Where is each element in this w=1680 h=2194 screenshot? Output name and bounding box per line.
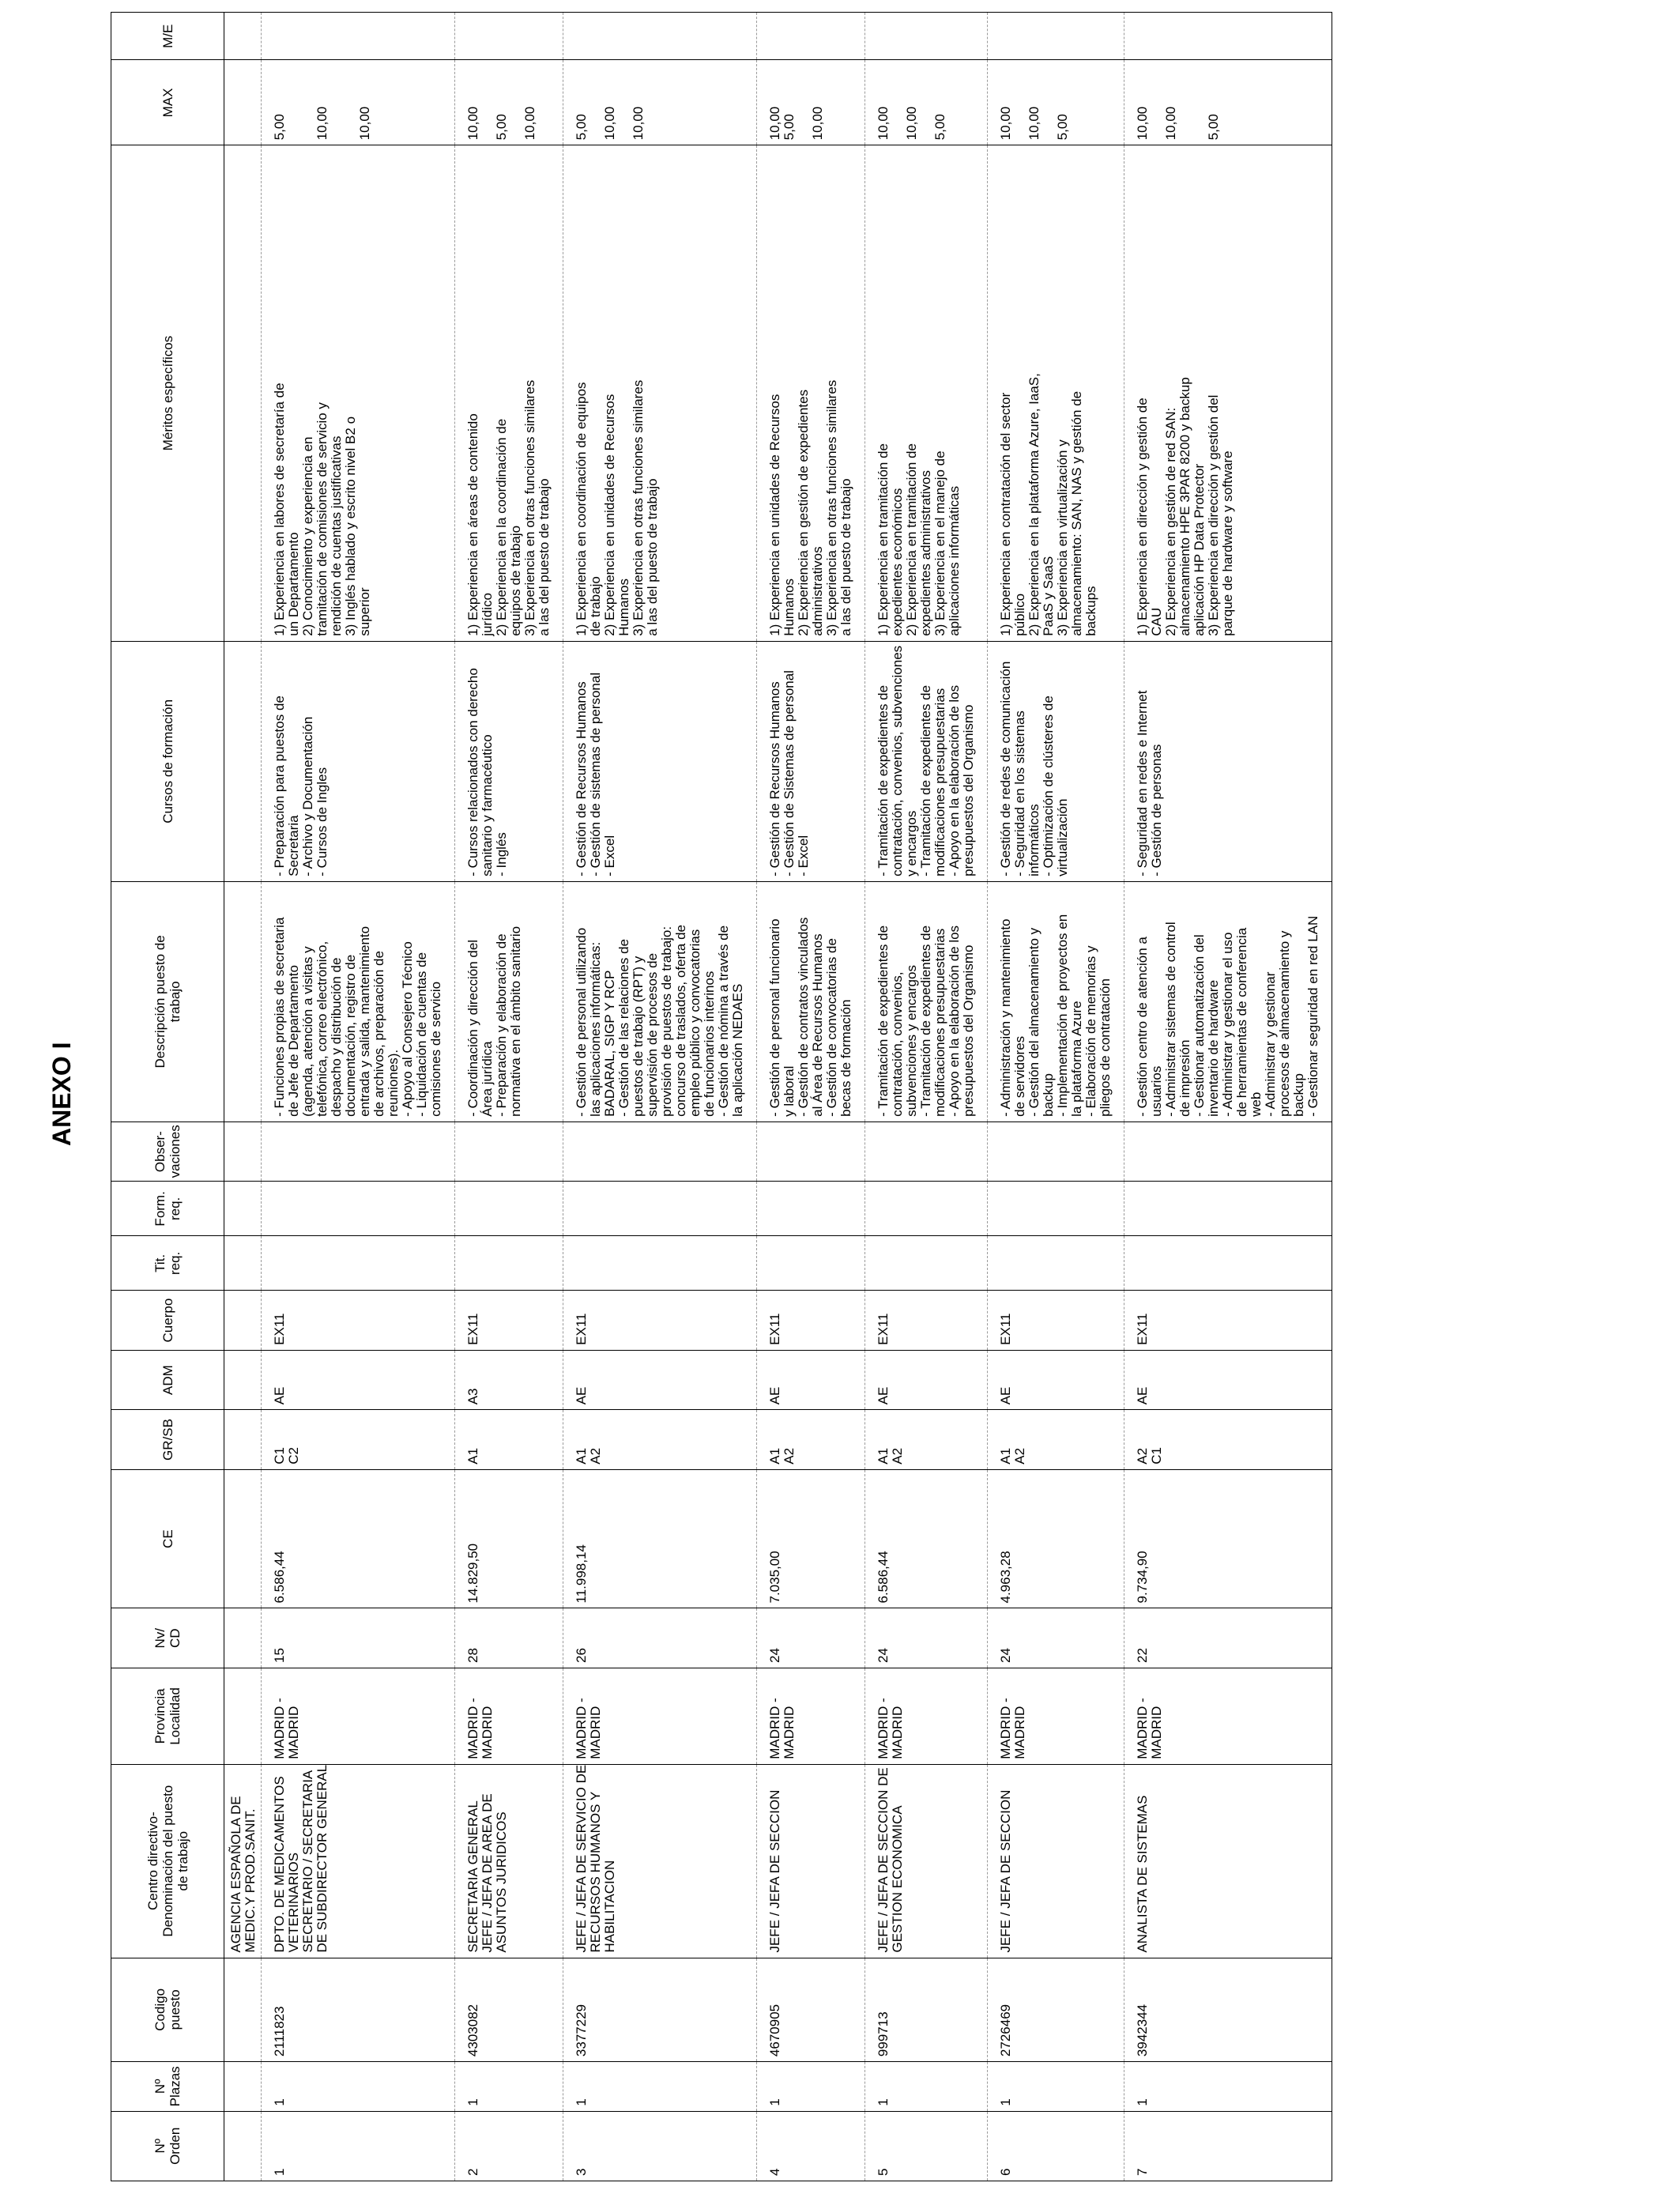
header-codigo: Codigo puesto: [111, 1958, 224, 2062]
cell-codigo: 999713: [865, 1958, 988, 2062]
cell-cuerpo: EX11: [563, 1291, 757, 1350]
table-row: [757, 13, 865, 2181]
cell-descripcion: - Gestión centro de atención a usuarios - Administrar sistemas de control de impresión - Gestionar automatización del inventario de hardware - Administrar y gestionar el uso de herramientas de conferencia web - Administrar y gestionar procesos de almacenamiento y backup - Gestionar seguridad en red LAN: [1124, 881, 1332, 1122]
cell-tit: [262, 1236, 455, 1291]
cell-centro: [988, 1764, 1124, 1958]
cell-orden: 4: [757, 2111, 865, 2181]
puesto-name: JEFE / JEFA DE SERVICIO DE RECURSOS HUMANOS Y HABILITACION: [574, 1764, 617, 1953]
cell-nivel: 28: [455, 1608, 563, 1668]
cell-nivel: 22: [1124, 1608, 1332, 1668]
cell-cuerpo: EX11: [455, 1291, 563, 1350]
header-plazas: Nº Plazas: [111, 2062, 224, 2112]
cell-cuerpo: EX11: [988, 1291, 1124, 1350]
cell-cursos: - Cursos relacionados con derecho sanitario y farmacéutico - Inglés: [455, 641, 563, 881]
header-meritos: Méritos específicos: [111, 145, 224, 642]
cell-orden: 1: [262, 2111, 455, 2181]
cell-tit: [757, 1236, 865, 1291]
cell-provincia: MADRID - MADRID: [262, 1668, 455, 1764]
cell-codigo: 4670905: [757, 1958, 865, 2062]
cell-me: [988, 13, 1124, 60]
cell-descripcion: - Tramitación de expedientes de contratación, convenios, subvenciones y encargos - Tramitación de expedientes de modificaciones presupuestarias - Apoyo en la elaboración de los presupuestos del Organismo: [865, 881, 988, 1122]
cell-provincia: MADRID - MADRID: [563, 1668, 757, 1764]
cell-me: [563, 13, 757, 60]
cell-centro: [563, 1764, 757, 1958]
header-centro: Centro directivo- Denominación del puesto de trabajo: [111, 1764, 224, 1958]
puesto-name: JEFE / JEFA DE SECCION: [998, 1789, 1013, 1953]
cell-form: [455, 1182, 563, 1236]
cell-ce: 14.829,50: [455, 1469, 563, 1608]
header-cuerpo: Cuerpo: [111, 1291, 224, 1350]
cell-cursos: - Preparación para puestos de Secretaria - Archivo y Documentación - Cursos de Ingles: [262, 641, 455, 881]
cell-me: [262, 13, 455, 60]
cell-cuerpo: EX11: [757, 1291, 865, 1350]
cell-form: [757, 1182, 865, 1236]
cell-centro: [1124, 1764, 1332, 1958]
cell-centro: [865, 1764, 988, 1958]
cell-meritos: 1) Experiencia en coordinación de equipos de trabajo 2) Experiencia en unidades de Recursos Humanos 3) Experiencia en otras funciones similares a las del puesto de trabajo: [563, 145, 757, 642]
cell-tit: [563, 1236, 757, 1291]
cell-centro: [757, 1764, 865, 1958]
cell-descripcion: - Gestión de personal funcionario y laboral - Gestión de contratos vinculados al Área de Recursos Humanos - Gestión de convocatorias de becas de formación: [757, 881, 865, 1122]
cell-cuerpo: EX11: [865, 1291, 988, 1350]
cell-tit: [1124, 1236, 1332, 1291]
cell-obs: [563, 1122, 757, 1181]
table-row: [988, 13, 1124, 2181]
cell-plazas: 1: [865, 2062, 988, 2112]
cell-ce: 7.035,00: [757, 1469, 865, 1608]
cell-orden: 5: [865, 2111, 988, 2181]
cell-orden: 3: [563, 2111, 757, 2181]
header-orden: Nº Orden: [111, 2111, 224, 2181]
cell-meritos: 1) Experiencia en áreas de contenido jurídico 2) Experiencia en la coordinación de equipos de trabajo 3) Experiencia en otras funciones similares a las del puesto de trabajo: [455, 145, 563, 642]
header-row: [111, 13, 224, 2181]
header-nivel: Nv/ CD: [111, 1608, 224, 1668]
table-row: [1124, 13, 1332, 2181]
cell-ce: 6.586,44: [262, 1469, 455, 1608]
cell-grsb: A2 C1: [1124, 1410, 1332, 1469]
cell-cursos: - Gestión de Recursos Humanos - Gestión de Sistemas de personal - Excel: [757, 641, 865, 881]
page-title: ANEXO I: [47, 1042, 76, 1146]
cell-provincia: MADRID - MADRID: [757, 1668, 865, 1764]
cell-nivel: 26: [563, 1608, 757, 1668]
puesto-name: JEFE / JEFA DE SECCION: [767, 1789, 782, 1953]
cell-codigo: 2111823: [262, 1958, 455, 2062]
cell-provincia: MADRID - MADRID: [865, 1668, 988, 1764]
org-row: [224, 13, 262, 2181]
cell-form: [988, 1182, 1124, 1236]
cell-descripcion: - Administración y mantenimiento de servidores - Gestión del almacenamiento y backup - Implementación de proyectos en la plataforma Azure - Elaboración de memorias y pliegos de contratación: [988, 881, 1124, 1122]
cell-obs: [262, 1122, 455, 1181]
cell-provincia: MADRID - MADRID: [455, 1668, 563, 1764]
table-row: [563, 13, 757, 2181]
positions-table: [111, 12, 1332, 2181]
cell-me: [757, 13, 865, 60]
header-me: M/E: [111, 13, 224, 60]
cell-plazas: 1: [988, 2062, 1124, 2112]
cell-plazas: 1: [563, 2062, 757, 2112]
cell-meritos: 1) Experiencia en contratación del sector público 2) Experiencia en la plataforma Azure, IaaS, PaaS y SaaS 3) Experiencia en virtualización y almacenamiento: SAN, NAS y gestión de backups: [988, 145, 1124, 642]
cell-nivel: 24: [865, 1608, 988, 1668]
cell-adm: AE: [1124, 1350, 1332, 1409]
cell-cursos: - Gestión de Recursos Humanos - Gestión de sistemas de personal - Excel: [563, 641, 757, 881]
cell-adm: AE: [563, 1350, 757, 1409]
cell-max: 5,00 10,00 10,00: [262, 60, 455, 145]
table-row: [455, 13, 563, 2181]
cell-obs: [455, 1122, 563, 1181]
cell-form: [865, 1182, 988, 1236]
cell-cursos: - Gestión de redes de comunicación - Seguridad en los sistemas informáticos - Optimización de clústeres de virtualización: [988, 641, 1124, 881]
cell-codigo: 3942344: [1124, 1958, 1332, 2062]
org-top-name: AGENCIA ESPAÑOLA DE MEDIC.Y PROD.SANIT.: [224, 1764, 262, 1958]
cell-provincia: MADRID - MADRID: [1124, 1668, 1332, 1764]
cell-adm: AE: [988, 1350, 1124, 1409]
cell-cuerpo: EX11: [262, 1291, 455, 1350]
cell-tit: [988, 1236, 1124, 1291]
cell-me: [865, 13, 988, 60]
cell-max: 10,00 10,00 5,00: [1124, 60, 1332, 145]
header-tit: Tit. req.: [111, 1236, 224, 1291]
cell-nivel: 15: [262, 1608, 455, 1668]
header-provincia: Provincia Localidad: [111, 1668, 224, 1764]
cell-max: 10,00 10,00 5,00: [865, 60, 988, 145]
cell-orden: 7: [1124, 2111, 1332, 2181]
cell-grsb: C1 C2: [262, 1410, 455, 1469]
cell-nivel: 24: [757, 1608, 865, 1668]
cell-grsb: A1 A2: [865, 1410, 988, 1469]
cell-ce: 6.586,44: [865, 1469, 988, 1608]
cell-meritos: 1) Experiencia en tramitación de expedientes económicos 2) Experiencia en tramitación de expedientes administrativos 3) Experiencia en el manejo de aplicaciones informáticas: [865, 145, 988, 642]
cell-adm: AE: [757, 1350, 865, 1409]
cell-obs: [1124, 1122, 1332, 1181]
table-row: [262, 13, 455, 2181]
puesto-name: JEFE / JEFA DE AREA DE ASUNTOS JURIDICOS: [480, 1793, 509, 1953]
cell-obs: [757, 1122, 865, 1181]
cell-ce: 9.734,90: [1124, 1469, 1332, 1608]
header-grsb: GR/SB: [111, 1410, 224, 1469]
cell-obs: [988, 1122, 1124, 1181]
cell-plazas: 1: [262, 2062, 455, 2112]
header-cursos: Cursos de formación: [111, 641, 224, 881]
header-max: MAX: [111, 60, 224, 145]
cell-centro: [455, 1764, 563, 1958]
cell-codigo: 4303082: [455, 1958, 563, 2062]
header-adm: ADM: [111, 1350, 224, 1409]
anexo-table-page: [111, 12, 1529, 2181]
table-row: [865, 13, 988, 2181]
cell-plazas: 1: [1124, 2062, 1332, 2112]
puesto-name: SECRETARIO / SECRETARIA DE SUBDIRECTOR GENERAL: [300, 1764, 330, 1953]
cell-orden: 2: [455, 2111, 563, 2181]
cell-provincia: MADRID - MADRID: [988, 1668, 1124, 1764]
cell-adm: A3: [455, 1350, 563, 1409]
cell-me: [455, 13, 563, 60]
cell-plazas: 1: [757, 2062, 865, 2112]
cell-ce: 4.963,28: [988, 1469, 1124, 1608]
cell-me: [1124, 13, 1332, 60]
section-name: DPTO. DE MEDICAMENTOS VETERINARIOS: [272, 1776, 301, 1953]
cell-ce: 11.998,14: [563, 1469, 757, 1608]
cell-codigo: 2726469: [988, 1958, 1124, 2062]
cell-form: [262, 1182, 455, 1236]
cell-plazas: 1: [455, 2062, 563, 2112]
cell-max: 5,00 10,00 10,00: [563, 60, 757, 145]
header-form: Form. req.: [111, 1182, 224, 1236]
cell-meritos: 1) Experiencia en dirección y gestión de CAU 2) Experiencia en gestión de red SAN: almacenamiento HPE 3PAR 8200 y backup aplicación HP Data Protector 3) Experiencia en dirección y gestión del parque de hardware y software: [1124, 145, 1332, 642]
cell-orden: 6: [988, 2111, 1124, 2181]
cell-tit: [865, 1236, 988, 1291]
cell-nivel: 24: [988, 1608, 1124, 1668]
puesto-name: ANALISTA DE SISTEMAS: [1135, 1795, 1150, 1953]
header-obs: Obser- vaciones: [111, 1122, 224, 1181]
cell-codigo: 3377229: [563, 1958, 757, 2062]
cell-adm: AE: [865, 1350, 988, 1409]
cell-form: [563, 1182, 757, 1236]
cell-max: 10,00 5,00 10,00: [455, 60, 563, 145]
cell-meritos: 1) Experiencia en unidades de Recursos Humanos 2) Experiencia en gestión de expedientes administrativos 3) Experiencia en otras funciones similares a las del puesto de trabajo: [757, 145, 865, 642]
cell-cursos: - Tramitación de expedientes de contratación, convenios, subvenciones y encargos - Tramitación de expedientes de modificaciones presupuestarias - Apoyo en la elaboración de los presupuestos del Organismo: [865, 641, 988, 881]
cell-descripcion: - Funciones propias de secretaria de Jefe de Departamento (agenda, atención a visitas y telefónica, correo electrónico, despacho y distribución de documentación, registro de entrada y salida, mantenimiento de archivos, preparación de reuniones). - Apoyo al Consejero Técnico - Liquidación de cuentas de comisiones de servicio: [262, 881, 455, 1122]
cell-descripcion: - Coordinación y dirección del Área jurídica - Preparación y elaboración de normativa en el ámbito sanitario: [455, 881, 563, 1122]
header-descripcion: Descripción puesto de trabajo: [111, 881, 224, 1122]
cell-grsb: A1 A2: [563, 1410, 757, 1469]
cell-grsb: A1 A2: [757, 1410, 865, 1469]
cell-form: [1124, 1182, 1332, 1236]
header-ce: CE: [111, 1469, 224, 1608]
cell-tit: [455, 1236, 563, 1291]
section-name: SECRETARIA GENERAL: [465, 1800, 480, 1953]
cell-max: 10,00 5,00 10,00: [757, 60, 865, 145]
cell-grsb: A1: [455, 1410, 563, 1469]
cell-max: 10,00 10,00 5,00: [988, 60, 1124, 145]
cell-cuerpo: EX11: [1124, 1291, 1332, 1350]
cell-descripcion: - Gestión de personal utilizando las aplicaciones informáticas: BADARAL, SIGP Y RCP - Gestión de las relaciones de puestos de trabajo (RPT) y supervisión de procesos de provisión de puestos de trabajo: concurso de traslados, oferta de empleo público y convocatorias de funcionarios interinos - Gestión de nómina a través de la aplicación NEDAES: [563, 881, 757, 1122]
cell-cursos: - Seguridad en redes e Internet - Gestión de personas: [1124, 641, 1332, 881]
cell-meritos: 1) Experiencia en labores de secretaría de un Departamento 2) Conocimiento y experiencia en tramitación de comisiones de servicio y rendición de cuentas justificativas 3) Inglés hablado y escrito nivel B2 o superior: [262, 145, 455, 642]
cell-obs: [865, 1122, 988, 1181]
cell-adm: AE: [262, 1350, 455, 1409]
puesto-name: JEFE / JEFA DE SECCION DE GESTION ECONOMICA: [876, 1767, 905, 1953]
cell-centro: [262, 1764, 455, 1958]
cell-grsb: A1 A2: [988, 1410, 1124, 1469]
